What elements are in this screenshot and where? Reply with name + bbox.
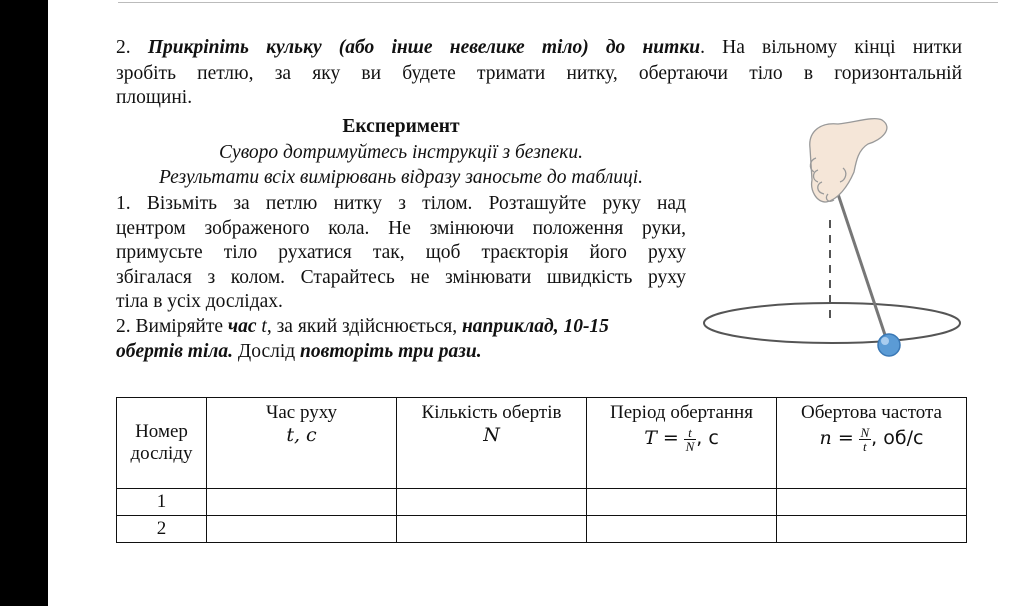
ball — [878, 334, 900, 356]
step1-line5: тіла в усіх дослідах. — [116, 291, 283, 313]
results-table — [116, 397, 967, 543]
top-rule — [118, 2, 998, 3]
intro-bold-instruction: Прикріпіть кульку (або інше невелике тіло) до нитки — [147, 37, 701, 58]
cell-count[interactable] — [397, 489, 587, 516]
cell-period[interactable] — [587, 489, 777, 516]
row-number: 2 — [117, 516, 207, 543]
step2-line2: обертів тіла. Дослід повторіть три рази. — [116, 340, 482, 362]
document-page — [48, 0, 1024, 606]
intro-line-2: зробіть петлю, за яку ви будете тримати нитку, обертаючи тіло в горизонтальній — [116, 63, 962, 84]
table-row — [117, 516, 967, 543]
cell-period[interactable] — [587, 516, 777, 543]
intro-line-3: площині. — [116, 87, 193, 108]
row-number: 1 — [117, 489, 207, 516]
safety-note: Суворо дотримуйтесь інструкції з безпеки. — [219, 142, 583, 163]
step1-line4: збігалася з колом. Старайтесь не змінювати швидкість руху — [116, 266, 686, 288]
header-frequency: Обертова частота n = $\frac{N}{t}$ , об/с — [777, 398, 967, 489]
header-time: Час руху t, с — [207, 398, 397, 489]
cell-time[interactable] — [207, 489, 397, 516]
table-row — [117, 489, 967, 516]
cell-frequency[interactable] — [777, 516, 967, 543]
steps-block — [116, 192, 686, 364]
table-header-row — [117, 398, 967, 489]
trajectory-ellipse — [704, 303, 960, 343]
step2-line1: 2. Виміряйте час t, за який здійснюється, наприклад, 10-15 — [116, 315, 609, 337]
cell-count[interactable] — [397, 516, 587, 543]
hand-circle-illustration — [698, 110, 968, 360]
cell-frequency[interactable] — [777, 489, 967, 516]
header-period: Період обертання T = $\frac{t}{N}$ , с — [587, 398, 777, 489]
step1-line1: 1. Візьміть за петлю нитку з тілом. Розташуйте руку над — [116, 193, 686, 214]
step1-line2: центром зображеного кола. Не змінюючи положення руки, — [116, 217, 686, 239]
ball-highlight — [881, 337, 889, 345]
experiment-title: Експеримент — [342, 116, 460, 137]
record-note: Результати всіх вимірювань відразу заносьте до таблиці. — [158, 167, 644, 188]
cell-time[interactable] — [207, 516, 397, 543]
hand-icon — [810, 119, 887, 202]
header-count: Кількість обертів N — [397, 398, 587, 489]
string-line — [835, 185, 888, 344]
intro-line-1: 2. Прикріпіть кульку (або інше невелике тіло) до нитки. На вільному кінці нитки — [116, 37, 963, 58]
step1-line3: примусьте тіло рухатися так, щоб траєкторія його руху — [116, 242, 686, 264]
header-number: Номер досліду — [117, 398, 207, 489]
